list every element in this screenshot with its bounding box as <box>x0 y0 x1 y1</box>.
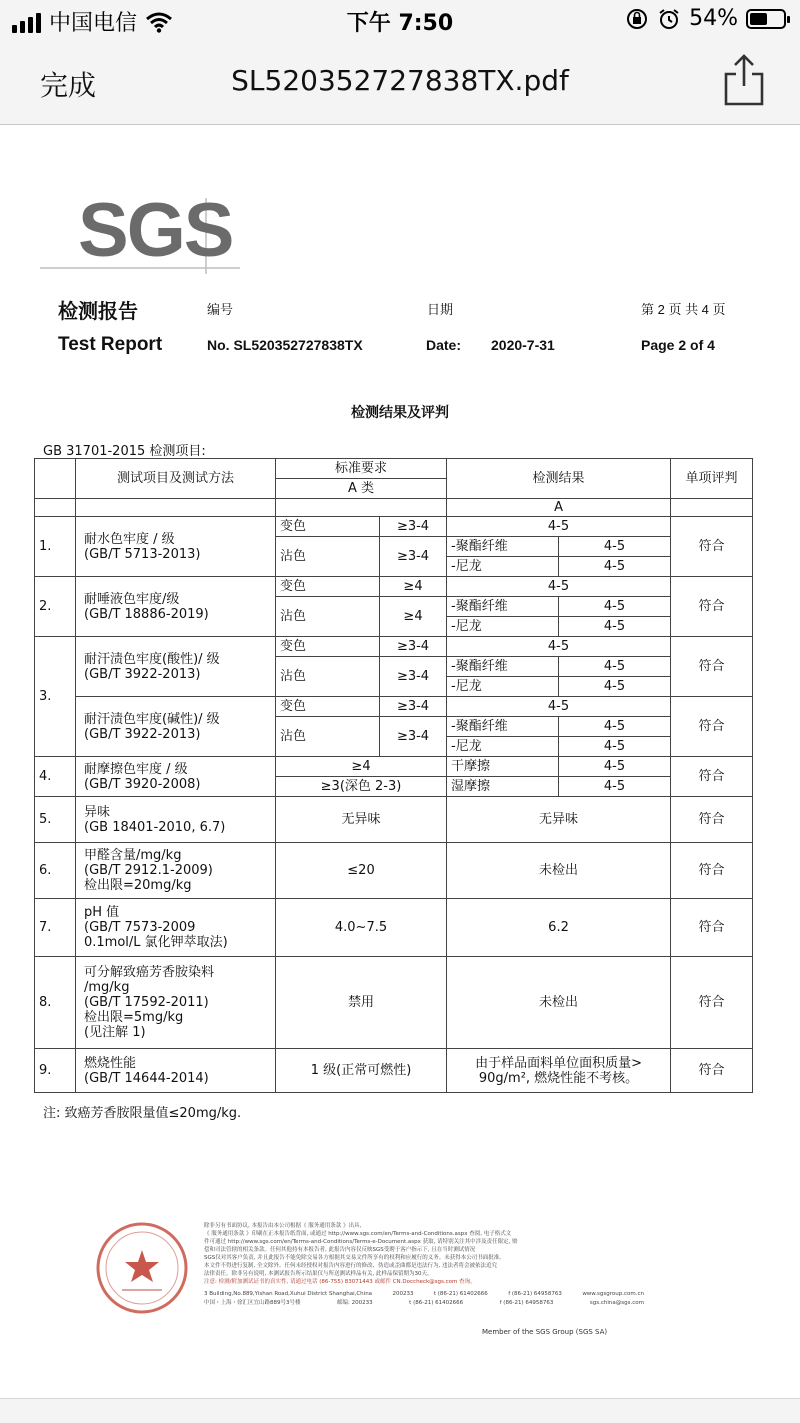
header-class: A 类 <box>276 479 447 499</box>
phone-cn: t (86-21) 61402666 <box>409 1300 464 1306</box>
test-item-name: pH 值 <box>84 905 120 920</box>
wet-rubbing-result: 4-5 <box>559 777 671 797</box>
verdict: 符合 <box>671 843 753 899</box>
requirement: ≤20 <box>276 843 447 899</box>
legal-terms <box>204 1222 624 1286</box>
test-item-name: 异味 <box>84 804 111 820</box>
color-change-label: 变色 <box>276 577 380 597</box>
fiber-nylon: -尼龙 <box>447 737 559 757</box>
wet-rubbing-label: 湿摩擦 <box>447 777 559 797</box>
verdict: 符合 <box>671 517 753 577</box>
requirement: 无异味 <box>276 797 447 843</box>
fiber-polyester: -聚酯纤维 <box>447 657 559 677</box>
color-change-label: 变色 <box>276 637 380 657</box>
date-label-en: Date: <box>426 337 462 353</box>
test-method: (GB/T 3922-2013) <box>84 666 201 682</box>
row-number: 8. <box>35 957 76 1049</box>
color-change-requirement: ≥3-4 <box>380 517 447 537</box>
pdf-page <box>0 126 800 1398</box>
wet-rubbing-requirement: ≥3(深色 2-3) <box>276 777 447 797</box>
staining-label: 沾色 <box>276 537 380 577</box>
carrier-label: 中国电信 <box>49 11 138 36</box>
fax-en: f (86-21) 64958763 <box>508 1291 562 1297</box>
company-seal-stamp <box>92 1218 192 1318</box>
fiber-polyester: -聚酯纤维 <box>447 597 559 617</box>
header-test-item: 测试项目及测试方法 <box>76 459 276 499</box>
requirement: 禁用 <box>276 957 447 1049</box>
fiber-nylon-result: 4-5 <box>559 677 671 697</box>
verification-notice: 注意: 检测/附加测试证书的真实性, 请通过电话 (86-755) 83071443 或邮件 CN.Doccheck@sgs.com 查询。 <box>204 1279 476 1285</box>
zip-en: 200233 <box>392 1291 414 1297</box>
test-method: (GB/T 2912.1-2009) <box>84 863 213 878</box>
orientation-lock-icon <box>625 7 649 31</box>
extraction-method: 0.1mol/L 氯化钾萃取法) <box>84 935 228 950</box>
table-row <box>35 637 753 657</box>
table-row <box>35 1049 753 1093</box>
color-change-requirement: ≥3-4 <box>380 637 447 657</box>
staining-label: 沾色 <box>276 717 380 757</box>
legal-text-line: 除非另有书面协议, 本报告由本公司根据《 服务通用条款 》出具, <box>204 1223 362 1229</box>
test-item-name: 耐唾液色牢度/级 <box>84 591 180 607</box>
table-row <box>35 517 753 537</box>
row-number: 1. <box>35 517 76 577</box>
document-viewer-toolbar <box>0 40 800 125</box>
table-row <box>35 899 753 957</box>
header-standard: 标准要求 <box>276 459 447 479</box>
staining-label: 沾色 <box>276 657 380 697</box>
website: www.sgsgroup.com.cn <box>582 1291 644 1297</box>
legal-text-line: 偿和司法管辖的相关条款。任何其他持有本报告者, 此报告内容仅反映SGS受聘于客户指示下, 且在当时测试情况 <box>204 1247 476 1253</box>
table-row <box>35 577 753 597</box>
test-item-name: 耐水色牢度 / 级 <box>84 531 175 547</box>
fiber-nylon-result: 4-5 <box>559 737 671 757</box>
legal-text-line: 法律责任。除非另有说明, 本测试报告所示结果仅与所送测试样品有关, 此样品保留期为30天。 <box>204 1271 433 1277</box>
report-title-en: Test Report <box>58 334 163 355</box>
fiber-nylon-result: 4-5 <box>559 617 671 637</box>
color-change-requirement: ≥3-4 <box>380 697 447 717</box>
fax-cn: f (86-21) 64958763 <box>499 1300 554 1306</box>
row-number: 5. <box>35 797 76 843</box>
legal-text-line: 件可通过 http://www.sgs.com/en/Terms-and-Conditions/Terms-e-Document.aspx 获取, 请特别关注其中涉及责任限定, 赔 <box>204 1239 518 1245</box>
color-change-requirement: ≥4 <box>380 577 447 597</box>
test-standard-heading: GB 31701-2015 检测项目: <box>43 444 206 459</box>
battery-percent: 54% <box>689 6 738 31</box>
detection-limit: 检出限=20mg/kg <box>84 878 192 893</box>
row-number: 7. <box>35 899 76 957</box>
fiber-polyester-result: 4-5 <box>559 657 671 677</box>
page-number-en: Page 2 of 4 <box>641 337 715 353</box>
phone-en: t (86-21) 61402666 <box>433 1291 488 1297</box>
staining-requirement: ≥3-4 <box>380 537 447 577</box>
address-cn: 中国・上海・徐汇区宜山路889号3号楼 <box>204 1300 301 1306</box>
verdict: 符合 <box>671 757 753 797</box>
document-title: SL520352727838TX.pdf <box>231 64 569 97</box>
sgs-logo <box>40 186 240 276</box>
color-change-result: 4-5 <box>447 637 671 657</box>
table-row <box>35 697 753 717</box>
result: 未检出 <box>447 843 671 899</box>
report-number: No. SL520352727838TX <box>207 337 363 353</box>
share-icon[interactable] <box>720 52 768 108</box>
verdict: 符合 <box>671 957 753 1049</box>
table-header-row <box>35 459 753 479</box>
footnote: 注: 致癌芳香胺限量值≤20mg/kg. <box>43 1106 242 1121</box>
test-method: (GB/T 3920-2008) <box>84 776 201 792</box>
legal-text-line: SGS仅对其客户负责, 并且此报告不能免除交易各方根据其交易文件所享有的权利和应履行的义务。未获得本公司书面批准, <box>204 1255 501 1261</box>
verdict: 符合 <box>671 697 753 757</box>
test-item-name: 甲醛含量/mg/kg <box>84 848 182 863</box>
color-change-result: 4-5 <box>447 697 671 717</box>
test-results-table <box>34 458 753 1093</box>
verdict: 符合 <box>671 1049 753 1093</box>
table-row <box>35 957 753 1049</box>
requirement: 1 级(正常可燃性) <box>276 1049 447 1093</box>
test-item-name: 燃烧性能 <box>84 1055 137 1071</box>
result-class: A <box>447 499 671 517</box>
dry-rubbing-result: 4-5 <box>559 757 671 777</box>
test-item-name: 耐汗渍色牢度(酸性)/ 级 <box>84 651 220 667</box>
header-verdict: 单项评判 <box>671 459 753 499</box>
detection-limit: 检出限=5mg/kg <box>84 1010 184 1025</box>
table-row <box>35 797 753 843</box>
test-item-name: 耐摩擦色牢度 / 级 <box>84 761 188 777</box>
report-date: 2020-7-31 <box>491 337 555 353</box>
test-item-name: 耐汗渍色牢度(碱性)/ 级 <box>84 711 220 727</box>
fiber-nylon-result: 4-5 <box>559 557 671 577</box>
test-item-name: 可分解致癌芳香胺染料 <box>84 965 215 980</box>
battery-icon <box>746 9 786 29</box>
test-method: (GB 18401-2010, 6.7) <box>84 819 226 835</box>
alarm-icon <box>657 7 681 31</box>
fiber-nylon: -尼龙 <box>447 677 559 697</box>
staining-requirement: ≥3-4 <box>380 657 447 697</box>
sgs-logo-text: SGS <box>78 188 233 273</box>
fiber-polyester-result: 4-5 <box>559 537 671 557</box>
staining-requirement: ≥3-4 <box>380 717 447 757</box>
test-method: (GB/T 3922-2013) <box>84 726 201 742</box>
row-number: 6. <box>35 843 76 899</box>
row-number: 4. <box>35 757 76 797</box>
staining-requirement: ≥4 <box>380 597 447 637</box>
see-note: (见注解 1) <box>84 1025 146 1040</box>
test-method: (GB/T 17592-2011) <box>84 995 209 1010</box>
fiber-polyester-result: 4-5 <box>559 717 671 737</box>
color-change-label: 变色 <box>276 697 380 717</box>
page-number-cn: 第 2 页 共 4 页 <box>641 302 726 317</box>
test-method: (GB/T 7573-2009 <box>84 920 196 935</box>
verdict: 符合 <box>671 797 753 843</box>
verdict: 符合 <box>671 637 753 697</box>
header-result: 检测结果 <box>447 459 671 499</box>
dry-rubbing-label: 干摩擦 <box>447 757 559 777</box>
row-number: 2. <box>35 577 76 637</box>
fiber-nylon: -尼龙 <box>447 557 559 577</box>
bottom-bar <box>0 1398 800 1423</box>
address-en: 3 Building,No.889,Yishan Road,Xuhui District Shanghai,China <box>204 1291 373 1297</box>
staining-label: 沾色 <box>276 597 380 637</box>
verdict: 符合 <box>671 577 753 637</box>
test-method: (GB/T 14644-2014) <box>84 1070 209 1086</box>
test-method: (GB/T 18886-2019) <box>84 606 209 622</box>
fiber-polyester: -聚酯纤维 <box>447 537 559 557</box>
verdict: 符合 <box>671 899 753 957</box>
requirement: 4.0~7.5 <box>276 899 447 957</box>
legal-text-line: 本文件不得进行复制, 全文除外。任何未经授权对报告内容进行的修改、伪造或歪曲都是违法行为, 违法者将会被依法追究 <box>204 1263 497 1269</box>
color-change-label: 变色 <box>276 517 380 537</box>
result: 无异味 <box>447 797 671 843</box>
color-change-result: 4-5 <box>447 577 671 597</box>
table-row <box>35 757 753 777</box>
clock: 下午 7:50 <box>346 11 454 36</box>
report-title-cn: 检测报告 <box>58 301 138 323</box>
result-line-2: 90g/m², 燃烧性能不考核。 <box>478 1070 639 1086</box>
result-line-1: 由于样品面料单位面积质量> <box>475 1055 642 1071</box>
legal-text-line: 《 服务通用条款 》印刷在正本报告纸背面, 或通过 http://www.sgs.com/en/Terms-and-Conditions.aspx 查阅, 电子格式文 <box>204 1231 512 1237</box>
fiber-polyester-result: 4-5 <box>559 597 671 617</box>
sgs-group-membership: Member of the SGS Group (SGS SA) <box>482 1328 608 1336</box>
test-method: (GB/T 5713-2013) <box>84 546 201 562</box>
done-button[interactable]: 完成 <box>40 69 97 102</box>
number-label-cn: 编号 <box>207 302 234 317</box>
table-row <box>35 843 753 899</box>
dry-rubbing-requirement: ≥4 <box>276 757 447 777</box>
email: sgs.china@sgs.com <box>589 1300 644 1306</box>
date-label-cn: 日期 <box>427 302 454 317</box>
section-title: 检测结果及评判 <box>351 405 449 421</box>
company-address <box>204 1290 644 1308</box>
zip-cn: 邮编: 200233 <box>337 1300 373 1306</box>
fiber-polyester: -聚酯纤维 <box>447 717 559 737</box>
color-change-result: 4-5 <box>447 517 671 537</box>
result: 6.2 <box>447 899 671 957</box>
fiber-nylon: -尼龙 <box>447 617 559 637</box>
status-bar <box>0 0 800 40</box>
row-number: 3. <box>35 637 76 757</box>
test-unit: /mg/kg <box>84 980 130 995</box>
result: 未检出 <box>447 957 671 1049</box>
row-number: 9. <box>35 1049 76 1093</box>
